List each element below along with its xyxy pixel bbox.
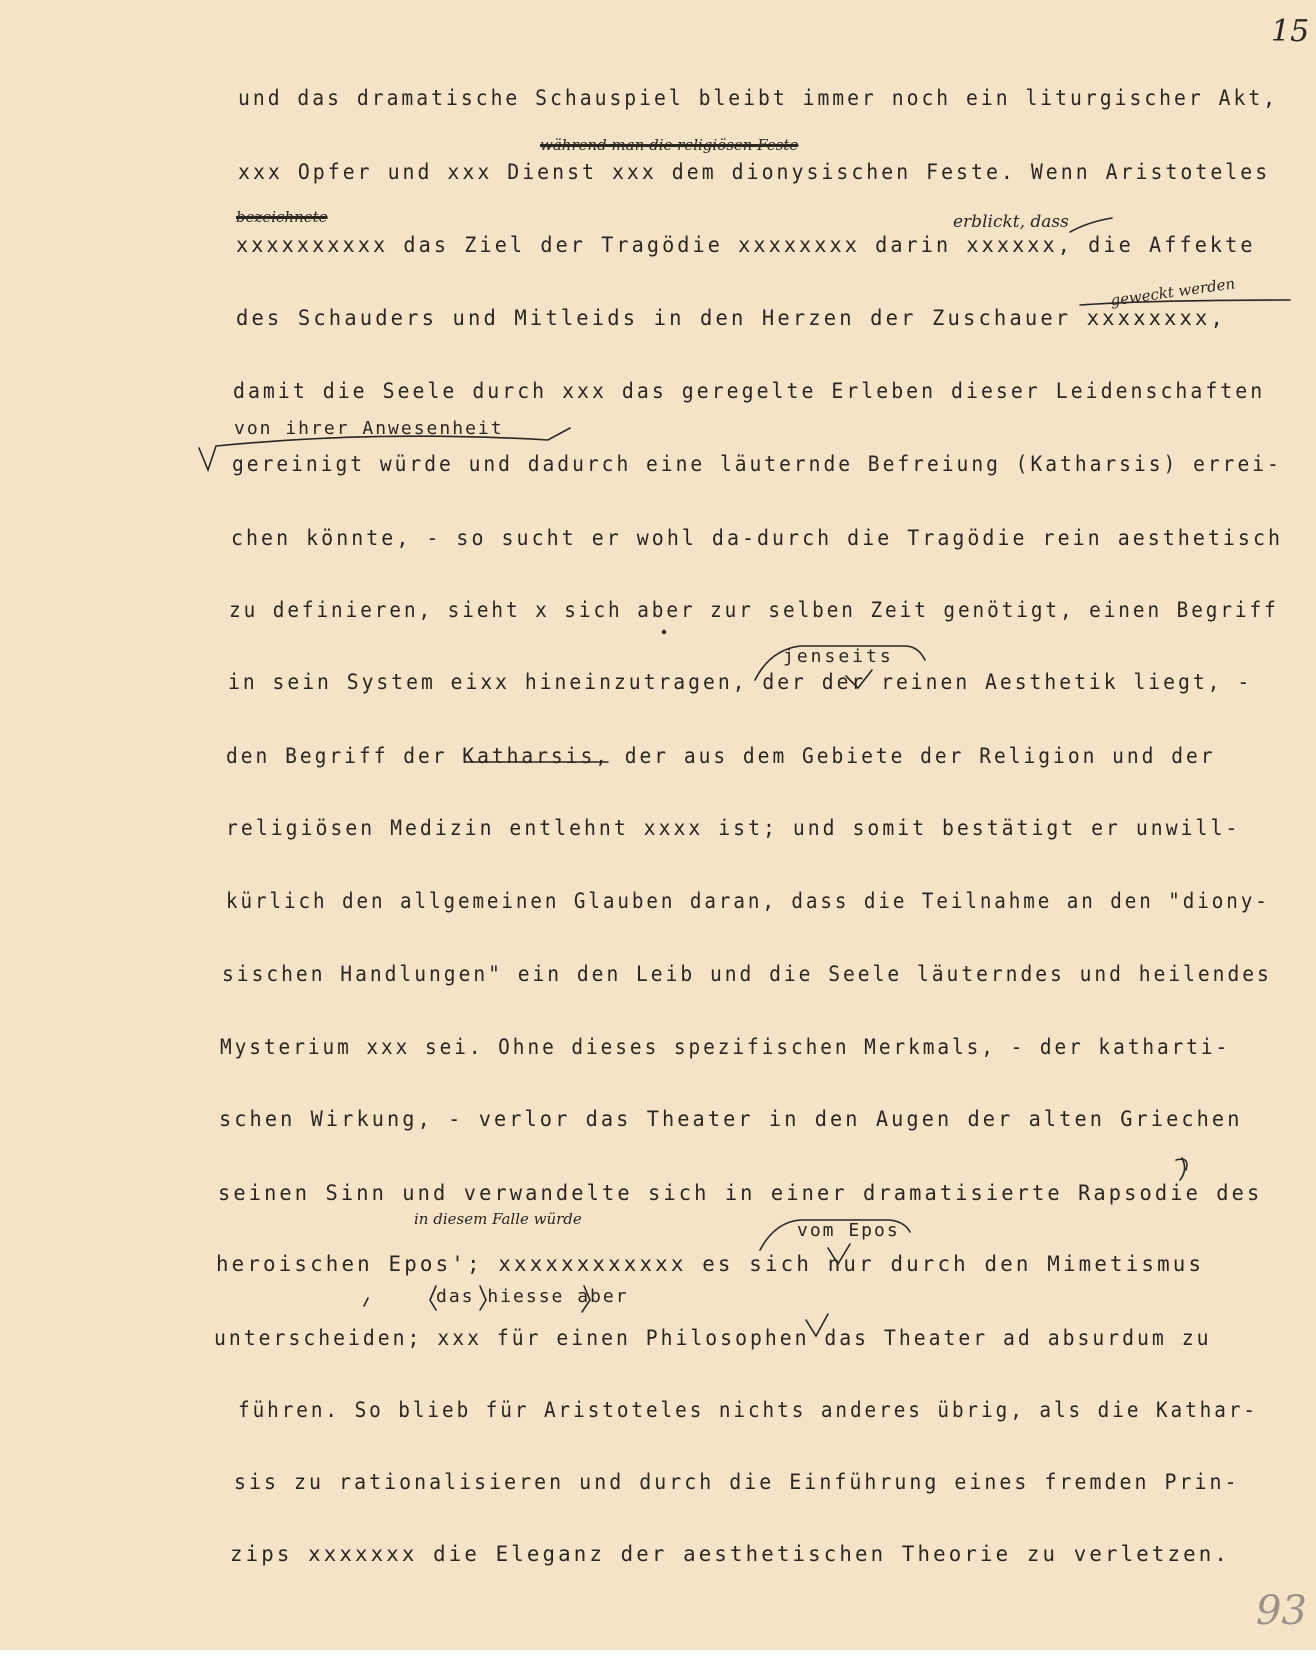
text-line: kürlich den allgemeinen Glauben daran, dass die Teilnahme an den "diony- <box>226 889 1270 913</box>
text-line: xxx Opfer und xxx Dienst xxx dem dionysischen Feste. Wenn Aristoteles <box>238 160 1271 184</box>
struck-annotation: bezeichnete <box>236 208 328 226</box>
handwritten-insertion: von ihrer Anwesenheit <box>234 418 504 439</box>
text-line: chen könnte, - so sucht er wohl da-durch die Tragödie rein aesthetisch <box>231 526 1284 550</box>
text-line: den Begriff der Katharsis, der aus dem Gebiete der Religion und der <box>226 744 1216 768</box>
handwritten-insertion: in diesem Falle würde <box>414 1210 582 1228</box>
text-line: schen Wirkung, - verlor das Theater in den Augen der alten Griechen <box>219 1107 1243 1131</box>
text-line: in sein System eixx hineinzutragen, der der reinen Aesthetik liegt, - <box>228 670 1253 694</box>
handwritten-insertion: vom Epos <box>797 1220 900 1241</box>
text-line: unterscheiden; xxx für einen Philosophen das Theater ad absurdum zu <box>214 1326 1212 1350</box>
text-line: sis zu rationalisieren und durch die Einführung eines fremden Prin- <box>234 1470 1240 1494</box>
handwritten-insertion: geweckt werden <box>1109 274 1237 310</box>
handwritten-insertion: erblickt, dass <box>953 212 1069 232</box>
text-line: religiösen Medizin entlehnt xxxx ist; und somit bestätigt er unwill- <box>226 816 1241 840</box>
page-number: 15 <box>1271 14 1310 49</box>
handwritten-insertion: jenseits <box>783 646 894 667</box>
handwritten-insertion: das hiesse aber <box>436 1286 629 1307</box>
text-line: und das dramatische Schauspiel bleibt immer noch ein liturgischer Akt, <box>238 86 1279 110</box>
text-line: Mysterium xxx sei. Ohne dieses spezifischen Merkmals, - der katharti- <box>220 1035 1231 1059</box>
text-line: sischen Handlungen" ein den Leib und die Seele läuterndes und heilendes <box>222 962 1272 986</box>
text-line: seinen Sinn und verwandelte sich in einer dramatisierte Rapsodie des <box>218 1181 1263 1205</box>
archive-number: 93 <box>1256 1588 1307 1634</box>
text-line: führen. So blieb für Aristoteles nichts anderes übrig, als die Kathar- <box>238 1398 1258 1422</box>
text-line: zu definieren, sieht x sich aber zur selben Zeit genötigt, einen Begriff <box>229 598 1279 622</box>
text-line: gereinigt würde und dadurch eine läuternde Befreiung (Katharsis) errei- <box>232 452 1282 476</box>
text-line: zips xxxxxxx die Eleganz der aesthetischen Theorie zu verletzen. <box>230 1542 1230 1566</box>
text-line: damit die Seele durch xxx das geregelte Erleben dieser Leidenschaften <box>233 379 1266 403</box>
struck-annotation: während man die religiösen Feste <box>540 136 799 154</box>
text-line: heroischen Epos'; xxxxxxxxxxxx es sich nur durch den Mimetismus <box>216 1252 1205 1276</box>
text-line: xxxxxxxxxx das Ziel der Tragödie xxxxxxxx darin xxxxxx, die Affekte <box>236 233 1256 257</box>
text-line: des Schauders und Mitleids in den Herzen der Zuschauer xxxxxxxx, <box>236 306 1226 330</box>
